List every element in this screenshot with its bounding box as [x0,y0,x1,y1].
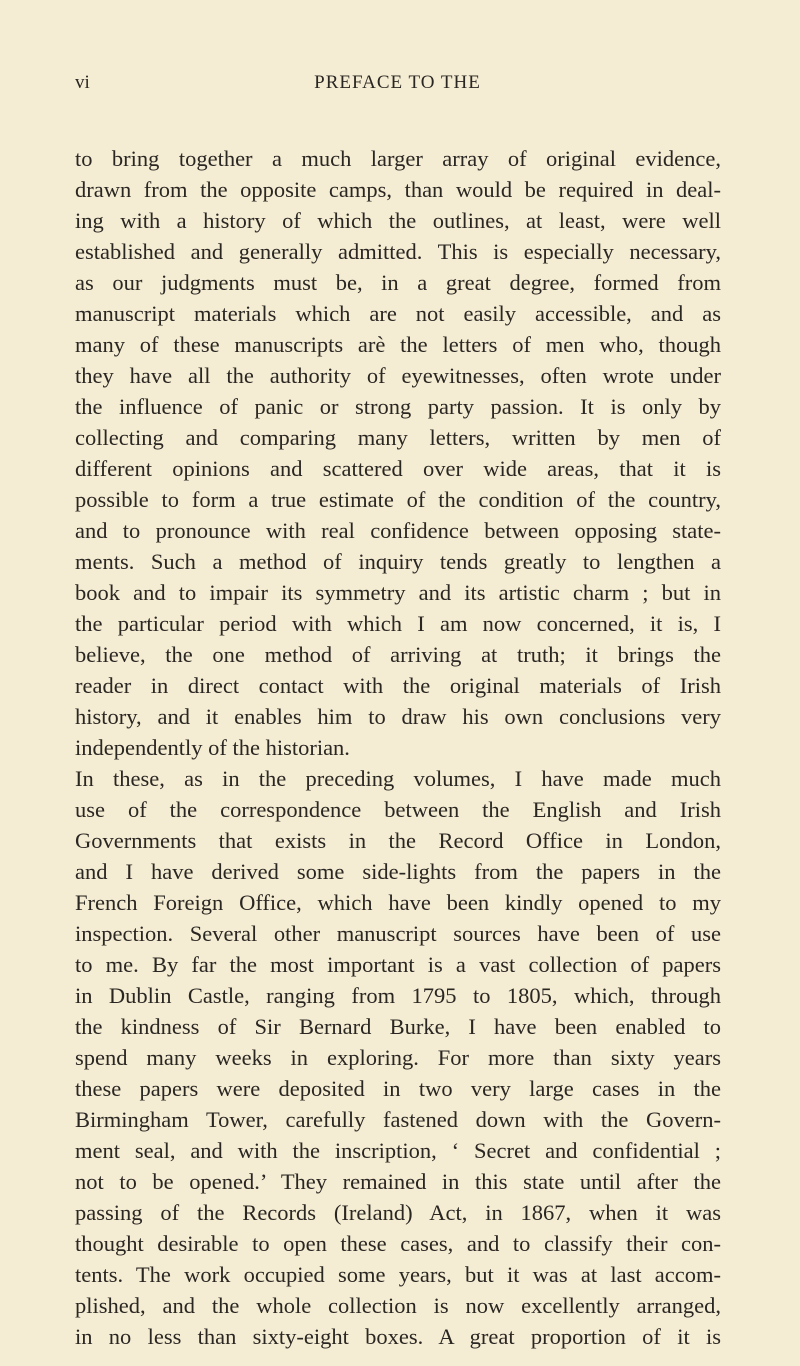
text-line: not to be opened.’ They remained in this state until after the [75,1169,721,1194]
text-line: ments. Such a method of inquiry tends greatly to lengthen a [75,549,721,574]
text-line: to me. By far the most important is a vast collection of papers [75,952,721,977]
text-line: thought desirable to open these cases, and to classify their con- [75,1231,721,1256]
text-line: reader in direct contact with the original materials of Irish [75,673,721,698]
text-line: drawn from the opposite camps, than would be required in deal- [75,177,721,202]
text-line: In these, as in the preceding volumes, I have made much [75,766,721,791]
text-line: they have all the authority of eyewitnesses, often wrote under [75,363,721,388]
text-line: manuscript materials which are not easily accessible, and as [75,301,721,326]
text-line: believe, the one method of arriving at truth; it brings the [75,642,721,667]
text-line: as our judgments must be, in a great degree, formed from [75,270,721,295]
text-line: these papers were deposited in two very large cases in the [75,1076,721,1101]
text-line: many of these manuscripts arè the letters of men who, though [75,332,721,357]
text-line: book and to impair its symmetry and its artistic charm ; but in [75,580,721,605]
text-line: independently of the historian. [75,735,350,760]
text-line: ment seal, and with the inscription, ‘ Secret and confidential ; [75,1138,721,1163]
text-line: French Foreign Office, which have been kindly opened to my [75,890,721,915]
text-line: passing of the Records (Ireland) Act, in 1867, when it was [75,1200,721,1225]
page-number: vi [75,72,90,93]
text-line: tents. The work occupied some years, but it was at last accom- [75,1262,721,1287]
running-title: PREFACE TO THE [314,72,481,93]
text-line: in Dublin Castle, ranging from 1795 to 1805, which, through [75,983,721,1008]
text-line: different opinions and scattered over wide areas, that it is [75,456,721,481]
text-line: and I have derived some side-lights from the papers in the [75,859,721,884]
text-line: Birmingham Tower, carefully fastened down with the Govern- [75,1107,721,1132]
text-line: collecting and comparing many letters, written by men of [75,425,721,450]
text-line: the particular period with which I am now concerned, it is, I [75,611,721,636]
text-line: use of the correspondence between the English and Irish [75,797,721,822]
text-line: possible to form a true estimate of the condition of the country, [75,487,721,512]
text-line: the influence of panic or strong party passion. It is only by [75,394,721,419]
text-line: spend many weeks in exploring. For more than sixty years [75,1045,721,1070]
text-line: the kindness of Sir Bernard Burke, I have been enabled to [75,1014,721,1039]
text-line: and to pronounce with real confidence between opposing state- [75,518,721,543]
text-line: history, and it enables him to draw his own conclusions very [75,704,721,729]
text-line: to bring together a much larger array of original evidence, [75,146,721,171]
text-line: in no less than sixty-eight boxes. A great proportion of it is [75,1324,721,1349]
text-line: Governments that exists in the Record Office in London, [75,828,721,853]
text-line: inspection. Several other manuscript sources have been of use [75,921,721,946]
text-line: ing with a history of which the outlines, at least, were well [75,208,721,233]
body-text [75,143,721,1352]
text-line: established and generally admitted. This is especially necessary, [75,239,721,264]
text-line: plished, and the whole collection is now excellently arranged, [75,1293,721,1318]
running-header [75,72,720,102]
